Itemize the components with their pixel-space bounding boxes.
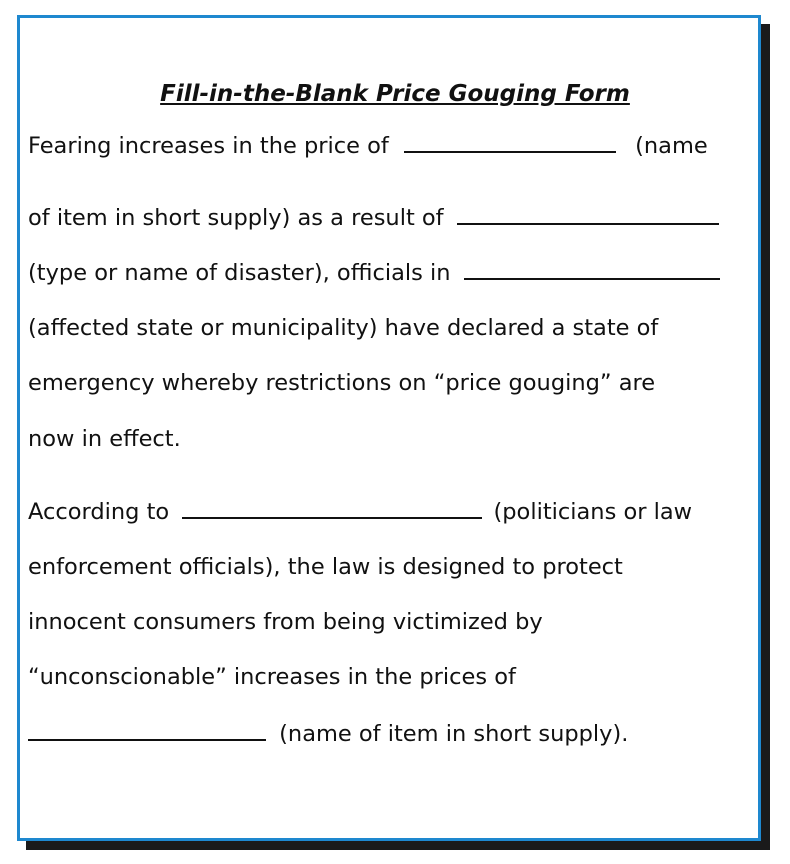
p2-line-3: innocent consumers from being victimized by [28,609,543,635]
p2-line-1 [28,496,692,528]
p1-line-5: emergency whereby restrictions on “price gouging” are [28,370,656,396]
blank-officials[interactable] [182,497,482,519]
p2-line-4: “unconscionable” increases in the prices of [28,664,516,690]
p2-line-1-tail: (politicians or law [493,499,693,525]
p2-line-2: enforcement officials), the law is designed to protect [28,554,623,580]
p2-line-1-text: According to [28,499,170,525]
p1-line-3 [28,257,720,289]
blank-item-name[interactable] [404,131,616,153]
p2-line-5 [28,718,628,750]
p1-line-2 [28,202,719,234]
p1-line-4: (affected state or municipality) have declared a state of [28,315,659,341]
p1-line-1-text: Fearing increases in the price of [28,133,389,159]
p1-line-6: now in effect. [28,426,181,452]
p1-line-1 [28,130,708,162]
blank-item-name-2[interactable] [28,719,266,741]
p1-line-3-text: (type or name of disaster), officials in [28,260,451,286]
blank-disaster[interactable] [457,203,719,225]
form-title: Fill-in-the-Blank Price Gouging Form [160,81,630,107]
blank-affected-state[interactable] [464,258,720,280]
p1-line-2-text: of item in short supply) as a result of [28,205,444,231]
p1-line-1-tail: (name [635,133,708,159]
p2-line-5-tail: (name of item in short supply). [279,721,629,747]
